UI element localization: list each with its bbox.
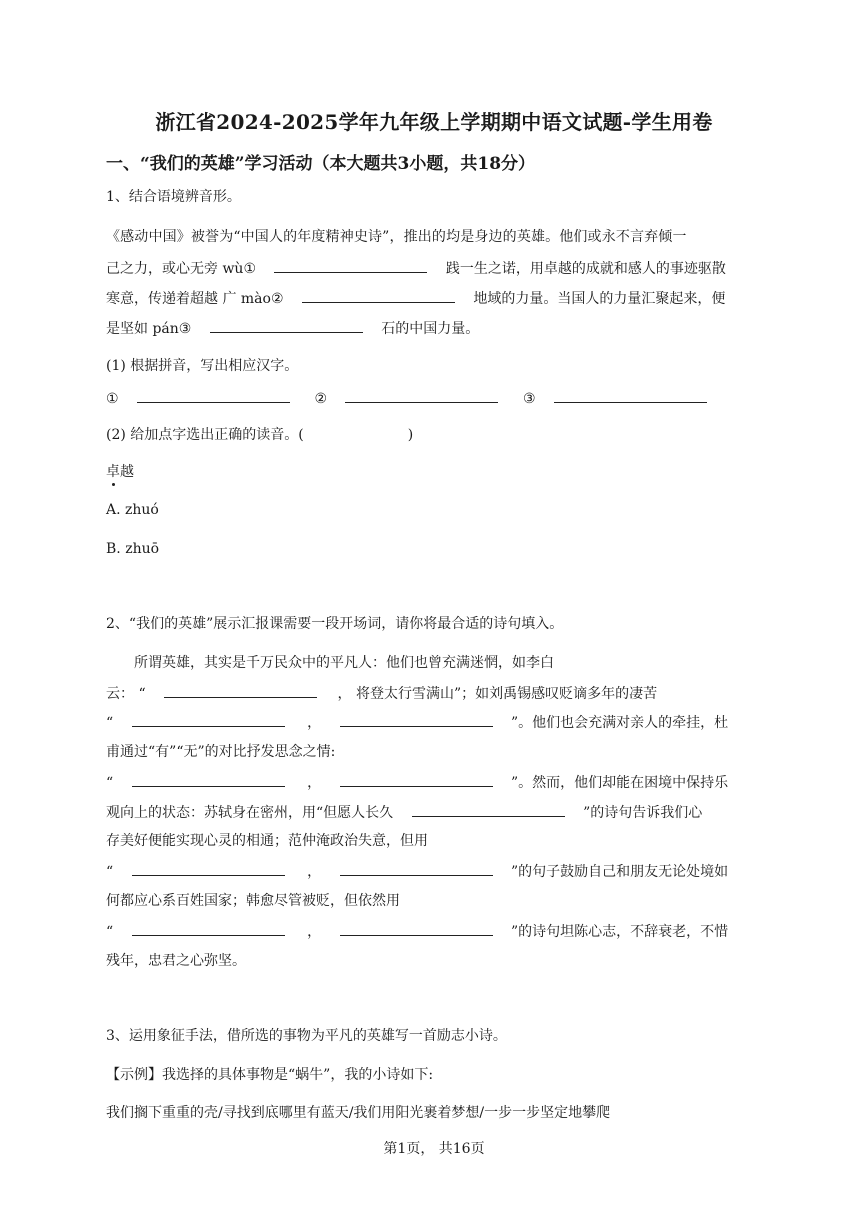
q2-passage-line-1: 所谓英雄，其实是千万民众中的平凡人：他们也曾充满迷惘，如李白 <box>134 655 554 671</box>
q1-passage-text: 己之力，或心无旁 wù① <box>106 261 257 277</box>
comma: ， <box>307 775 322 791</box>
q1-passage-text: 地域的力量。当国人的力量汇聚起来，便 <box>473 291 726 307</box>
question-3-stem: 3、运用象征手法，借所选的事物为平凡的英雄写一首励志小诗。 <box>106 1028 507 1044</box>
q1-sub-question-2 <box>106 425 413 445</box>
answer-blank-1[interactable] <box>137 388 290 403</box>
q1-sub2-text: (2) 给加点字选出正确的读音。( <box>106 427 304 443</box>
poem-blank-6[interactable] <box>412 802 565 817</box>
word-character: 越 <box>120 464 134 480</box>
q1-passage-line-2 <box>106 258 726 279</box>
q2-text: ， 将登太行雪满山”；如刘禹锡感叹贬谪多年的凄苦 <box>337 686 658 702</box>
blank-mao[interactable] <box>302 288 455 303</box>
poem-blank-4[interactable] <box>132 772 285 787</box>
question-1-stem: 1、结合语境辨音形。 <box>106 189 241 205</box>
q1-passage-line-4 <box>106 318 479 339</box>
comma: ， <box>307 715 322 731</box>
q2-passage-line-6 <box>106 802 702 823</box>
comma: ， <box>307 864 322 880</box>
answer-marker-2: ② <box>314 391 328 407</box>
q1-passage-text: 石的中国力量。 <box>381 321 480 337</box>
q2-text: ”。然而，他们却能在困境中保持乐 <box>510 775 729 791</box>
q2-passage-line-9: 何都应心系百姓国家；韩愈尽管被贬，但依然用 <box>106 893 400 909</box>
q3-example-poem: 我们搁下重重的壳/寻找到底哪里有蓝天/我们用阳光裹着梦想/一步一步坚定地攀爬 <box>106 1105 611 1121</box>
q3-example-intro: 【示例】我选择的具体事物是“蜗牛”，我的小诗如下: <box>106 1067 434 1083</box>
q2-text: ”的诗句告诉我们心 <box>583 805 703 821</box>
q2-text: 云： “ <box>106 686 146 702</box>
q1-passage-text: 践一生之诺，用卓越的成就和感人的事迹驱散 <box>445 261 726 277</box>
q2-text: ”。他们也会充满对亲人的牵挂，杜 <box>510 715 729 731</box>
poem-blank-10[interactable] <box>340 921 493 936</box>
q2-passage-line-7: 存美好便能实现心灵的相通；范仲淹政治失意，但用 <box>106 833 428 849</box>
q2-passage-line-4: 甫通过“有”“无”的对比抒发思念之情: <box>106 744 336 760</box>
quote-open: “ <box>106 775 114 791</box>
answer-marker-3: ③ <box>522 391 536 407</box>
blank-pan[interactable] <box>210 318 363 333</box>
poem-blank-7[interactable] <box>132 861 285 876</box>
answer-blank-3[interactable] <box>554 388 707 403</box>
q1-passage-line-1: 《感动中国》被誉为“中国人的年度精神史诗”，推出的均是身边的英雄。他们或永不言弃倾一 <box>106 229 687 245</box>
q2-passage-line-2 <box>106 683 657 704</box>
emphasized-character: 卓 <box>106 464 120 480</box>
q1-passage-line-3 <box>106 288 725 309</box>
option-a[interactable]: A. zhuó <box>106 502 159 518</box>
poem-blank-1[interactable] <box>164 683 317 698</box>
q2-text: ”的诗句坦陈心志，不辞衰老，不惜 <box>510 924 729 940</box>
q2-passage-line-5 <box>106 772 728 793</box>
document-title: 浙江省2024-2025学年九年级上学期期中语文试题-学生用卷 <box>155 110 713 134</box>
q1-sub-question-1: (1) 根据拼音，写出相应汉字。 <box>106 358 299 374</box>
comma: ， <box>307 924 322 940</box>
poem-blank-9[interactable] <box>132 921 285 936</box>
page-footer: 第1页， 共16页 <box>383 1141 485 1157</box>
q2-text: ”的句子鼓励自己和朋友无论处境如 <box>510 864 729 880</box>
q1-passage-text: 是坚如 pán③ <box>106 321 192 337</box>
quote-open: “ <box>106 715 114 731</box>
dotted-word <box>106 462 134 482</box>
q1-passage-text: 寒意，传递着超越 广 mào② <box>106 291 284 307</box>
poem-blank-5[interactable] <box>340 772 493 787</box>
q2-passage-line-3 <box>106 712 728 733</box>
poem-blank-8[interactable] <box>340 861 493 876</box>
q1-sub2-close: ) <box>407 427 414 443</box>
q2-passage-line-11: 残年，忠君之心弥坚。 <box>106 953 246 969</box>
option-b[interactable]: B. zhuō <box>106 541 160 557</box>
question-2-stem: 2、“我们的英雄”展示汇报课需要一段开场词，请你将最合适的诗句填入。 <box>106 616 564 632</box>
answer-marker-1: ① <box>106 391 119 407</box>
q2-text: 观向上的状态：苏轼身在密州，用“但愿人长久 <box>106 805 394 821</box>
q1-answer-row <box>106 388 707 409</box>
quote-open: “ <box>106 864 114 880</box>
q2-passage-line-10 <box>106 921 728 942</box>
quote-open: “ <box>106 924 114 940</box>
section-heading-1: 一、“我们的英雄”学习活动（本大题共3小题，共18分） <box>106 154 536 174</box>
q2-passage-line-8 <box>106 861 728 882</box>
poem-blank-2[interactable] <box>132 712 285 727</box>
blank-wu[interactable] <box>274 258 427 273</box>
answer-blank-2[interactable] <box>345 388 498 403</box>
poem-blank-3[interactable] <box>340 712 493 727</box>
